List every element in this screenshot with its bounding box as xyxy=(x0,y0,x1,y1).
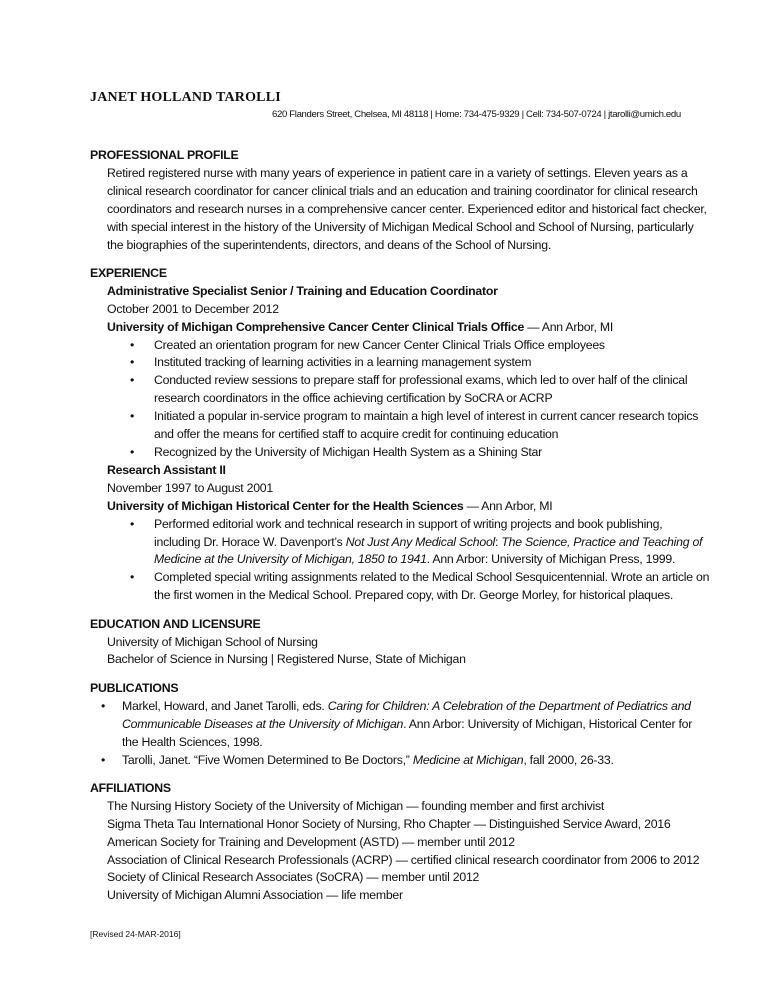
section-heading-experience: EXPERIENCE xyxy=(90,265,167,280)
pub-text: , fall 2000, 26-33. xyxy=(523,752,614,767)
job-1 xyxy=(90,283,710,337)
bullet-icon: • xyxy=(101,698,106,713)
book-title: Not Just Any Medical School xyxy=(345,534,496,549)
publications-list xyxy=(90,698,710,770)
job-org-line xyxy=(107,319,710,337)
affiliation: Association of Clinical Research Professionals (ACRP) — certified clinical research coordinator from 2006 to 2012 xyxy=(107,852,700,867)
affiliation: American Society for Training and Development (ASTD) — member until 2012 xyxy=(107,834,515,849)
affiliation: The Nursing History Society of the University of Michigan — founding member and first archivist xyxy=(107,798,605,813)
section-heading-education: EDUCATION AND LICENSURE xyxy=(90,616,261,631)
bullet-icon: • xyxy=(130,355,135,370)
job-location: — Ann Arbor, MI xyxy=(463,498,553,513)
bullet-text: Performed editorial work and technical research in support of writing projects and book publishing, including Dr. Horace W. Davenport’s xyxy=(154,516,663,549)
list-item xyxy=(90,569,710,605)
section-heading-publications: PUBLICATIONS xyxy=(90,680,179,695)
list-item xyxy=(90,516,710,570)
section-heading-profile: PROFESSIONAL PROFILE xyxy=(90,148,239,162)
job-2 xyxy=(90,462,710,516)
job-org: University of Michigan Historical Center for the Health Sciences xyxy=(107,498,464,513)
bullet-icon: • xyxy=(130,570,135,585)
contact-info: 620 Flanders Street, Chelsea, MI 48118 | Home: 734-475-9329 | Cell: 734-507-0724 | jtarolli@umich.edu xyxy=(272,109,681,120)
list-item xyxy=(90,698,710,752)
pub-title: Medicine at Michigan xyxy=(412,752,524,767)
profile-text: Retired registered nurse with many years of experience in patient care in a variety of settings. Eleven years as a clinical research coordinator for cancer clinical trials and an education and training coordinator for clinical research coordinators and research nurses in a comprehensive cancer center. Experienced editor and historical fact checker, with special interest in the history of the University of Michigan Medical School and School of Nursing, particularly the biographies of the superintendents, directors, and deans of the School of Nursing. xyxy=(107,165,707,252)
bullet-icon: • xyxy=(130,409,135,424)
job-1-bullets xyxy=(90,337,710,462)
section-heading-affiliations: AFFILIATIONS xyxy=(90,780,171,795)
pub-title: Caring for Children: A Celebration of the Department of Pediatrics and Communicable Diseases at the University of Michigan xyxy=(122,698,691,731)
list-item xyxy=(90,752,710,770)
bullet-text: Completed special writing assignments related to the Medical School Sesquicentennial. Wrote an article on the first women in the Medical School. Prepared copy, with Dr. George Morley, for historical plaques. xyxy=(154,570,710,603)
bullet-icon: • xyxy=(101,752,106,767)
job-dates: October 2001 to December 2012 xyxy=(107,301,279,316)
bullet-text: Initiated a popular in-service program to maintain a high level of interest in current cancer research topics and offer the means for certified staff to acquire credit for continuing education xyxy=(154,409,699,442)
affiliation: Society of Clinical Research Associates (SoCRA) — member until 2012 xyxy=(107,870,480,885)
job-dates: November 1997 to August 2001 xyxy=(107,480,273,495)
list-item xyxy=(90,408,710,444)
bullet-text: Recognized by the University of Michigan Health System as a Shining Star xyxy=(154,445,542,459)
book-subtitle: The Science, Practice and Teaching of Medicine at the University of Michigan, 1850 to 1941 xyxy=(154,534,703,567)
resume-name: JANET HOLLAND TAROLLI xyxy=(90,90,281,105)
education-line: University of Michigan School of Nursing xyxy=(107,634,318,649)
job-org-line xyxy=(107,498,710,516)
pub-text: . Ann Arbor: University of Michigan, Historical Center for the Health Sciences, 1998. xyxy=(122,716,693,749)
list-item xyxy=(90,372,710,408)
job-org: University of Michigan Comprehensive Cancer Center Clinical Trials Office xyxy=(107,319,525,334)
list-item xyxy=(90,354,710,372)
affiliation: University of Michigan Alumni Association — life member xyxy=(107,888,403,903)
affiliation: Sigma Theta Tau International Honor Society of Nursing, Rho Chapter — Distinguished Service Award, 2016 xyxy=(107,816,671,831)
revision-note: [Revised 24-MAR-2016] xyxy=(90,929,181,940)
bullet-text: Instituted tracking of learning activities in a learning management system xyxy=(154,355,532,370)
bullet-text: Conducted review sessions to prepare staff for professional exams, which led to over half of the clinical research coordinators in the office achieving certification by SoCRA or ACRP xyxy=(154,373,688,406)
bullet-icon: • xyxy=(130,337,135,352)
pub-text: Markel, Howard, and Janet Tarolli, eds. xyxy=(122,698,328,713)
list-item xyxy=(90,444,710,462)
bullet-text: : xyxy=(495,534,502,549)
bullet-icon: • xyxy=(130,445,135,459)
job-title: Research Assistant II xyxy=(107,462,226,477)
list-item xyxy=(90,337,710,355)
job-location: — Ann Arbor, MI xyxy=(524,319,614,334)
job-2-bullets xyxy=(90,516,710,606)
education-line: Bachelor of Science in Nursing | Registered Nurse, State of Michigan xyxy=(107,652,466,667)
bullet-icon: • xyxy=(130,373,135,388)
bullet-text: Created an orientation program for new Cancer Center Clinical Trials Office employees xyxy=(154,337,605,352)
bullet-text: . Ann Arbor: University of Michigan Press, 1999. xyxy=(426,552,676,567)
job-title: Administrative Specialist Senior / Training and Education Coordinator xyxy=(107,283,498,298)
pub-text: Tarolli, Janet. “Five Women Determined to Be Doctors,” xyxy=(122,752,413,767)
bullet-icon: • xyxy=(130,516,135,531)
resume-body xyxy=(90,147,710,905)
